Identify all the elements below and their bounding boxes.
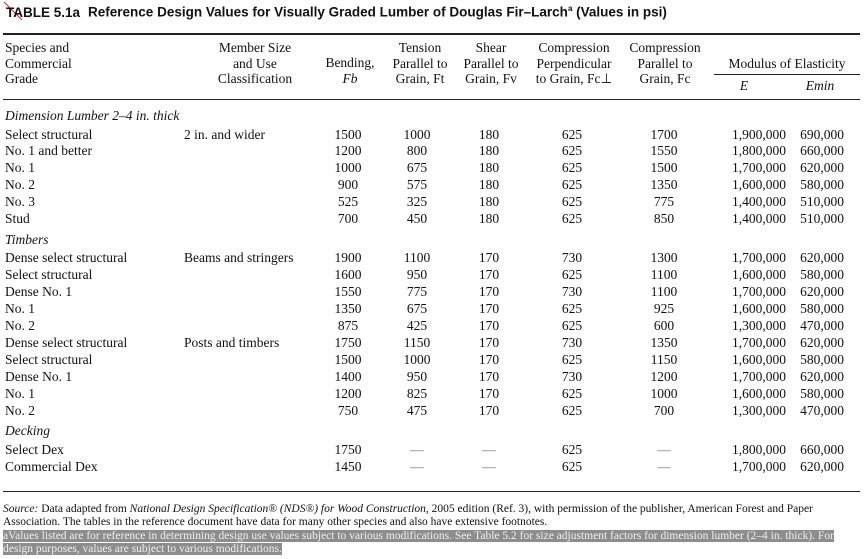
table-label: TABLE 5.1a	[6, 4, 81, 20]
table-row	[0, 143, 868, 160]
cell-comp-par: —	[657, 441, 671, 457]
cell-species: Dense select structural	[5, 250, 128, 266]
cell-comp-par: 1100	[650, 267, 678, 283]
cell-shear: 170	[478, 267, 500, 283]
table-row	[0, 250, 868, 267]
cell-tension: 800	[406, 143, 428, 159]
cell-emin: 470,000	[800, 402, 844, 418]
cell-e: 1,700,000	[732, 458, 786, 474]
cell-tension: 950	[406, 368, 428, 384]
cell-shear: 180	[478, 143, 500, 159]
cell-e: 1,300,000	[732, 318, 786, 333]
table-row	[0, 459, 868, 476]
cell-e: 1,700,000	[732, 284, 786, 300]
cell-tension: 325	[406, 194, 428, 210]
title-units: (Values in psi)	[576, 4, 667, 20]
table-row	[0, 352, 868, 369]
table-row	[0, 301, 868, 318]
cell-shear: 170	[478, 250, 500, 266]
modulus-rule	[714, 74, 860, 75]
cell-e: 1,600,000	[732, 177, 786, 193]
cell-emin: 620,000	[800, 458, 844, 474]
cell-tension: 675	[406, 160, 428, 176]
cell-shear: 170	[478, 385, 500, 401]
cell-bending: 1500	[334, 126, 362, 142]
cell-comp-perp: 625	[561, 301, 583, 317]
cell-bending: 1750	[334, 334, 362, 350]
cell-shear: 180	[478, 194, 500, 210]
cell-species: No. 1	[5, 301, 35, 317]
table-title-text: Reference Design Values for Visually Graded Lumber of Douglas Fir–Larch	[88, 4, 568, 20]
cell-tension: 450	[406, 211, 428, 226]
cell-shear: 170	[478, 284, 500, 300]
cell-bending: 1200	[334, 143, 362, 159]
cell-tension: 675	[406, 301, 428, 317]
cell-comp-perp: 625	[561, 458, 583, 474]
cell-shear: 170	[478, 368, 500, 384]
table-row	[0, 177, 868, 194]
cell-tension: 575	[406, 177, 428, 193]
cell-shear: 170	[478, 301, 500, 317]
cell-emin: 580,000	[800, 385, 844, 401]
cell-species: Stud	[5, 211, 30, 226]
cell-emin: 660,000	[800, 441, 844, 457]
cell-comp-par: 1150	[650, 351, 678, 367]
section-heading: Timbers	[5, 231, 49, 247]
cell-bending: 1550	[334, 284, 362, 300]
cell-e: 1,400,000	[732, 211, 786, 226]
cell-comp-par: 1350	[650, 334, 678, 350]
cell-bending: 1900	[334, 250, 362, 266]
cell-tension: 825	[406, 385, 428, 401]
cell-species: No. 2	[5, 402, 35, 418]
cell-bending: 875	[337, 318, 359, 333]
cell-comp-perp: 625	[561, 441, 583, 457]
cell-emin: 580,000	[800, 177, 844, 193]
cell-comp-perp: 730	[561, 334, 583, 350]
cell-emin: 510,000	[800, 194, 844, 210]
cell-comp-perp: 625	[561, 143, 583, 159]
footnote-a	[3, 530, 863, 556]
cell-tension: —	[410, 441, 424, 457]
cell-species: No. 2	[5, 318, 35, 333]
cell-emin: 620,000	[800, 160, 844, 176]
cell-comp-par: 1300	[650, 250, 678, 266]
cell-comp-par: 850	[653, 211, 675, 226]
cell-comp-perp: 730	[561, 250, 583, 266]
header-shear: Shear Parallel to Grain, Fv	[463, 40, 519, 86]
cell-e: 1,800,000	[732, 143, 786, 159]
cell-e: 1,700,000	[732, 334, 786, 350]
cell-species: Dense No. 1	[5, 368, 73, 384]
table-row	[0, 211, 868, 228]
cell-e: 1,800,000	[732, 441, 786, 457]
cell-species: No. 2	[5, 177, 35, 193]
cell-species: Dense No. 1	[5, 284, 73, 300]
footnote-a-text: aValues listed are for reference in determining design use values subject to various modifications. See Table 5.2 for size adjustment factors for dimension lumber (2–4 in. thick). For design purposes, values are subject to various modifications.	[3, 530, 834, 555]
cell-bending: 1600	[334, 267, 362, 283]
cell-comp-perp: 730	[561, 284, 583, 300]
cell-shear: 180	[478, 126, 500, 142]
cell-tension: 950	[406, 267, 428, 283]
source-book: National Design Specification® (NDS®) for Wood Construction	[129, 503, 426, 515]
cell-comp-par: 1700	[650, 126, 678, 142]
section-heading: Decking	[5, 423, 50, 439]
title-footnote-marker: a	[567, 4, 573, 13]
cell-e: 1,600,000	[732, 385, 786, 401]
source-note	[3, 503, 863, 529]
cell-tension: 1100	[403, 250, 431, 266]
cell-emin: 620,000	[800, 368, 844, 384]
table-row	[0, 369, 868, 386]
cell-emin: 620,000	[800, 250, 844, 266]
header-modulus: Modulus of Elasticity	[728, 56, 846, 71]
cell-e: 1,900,000	[732, 126, 786, 142]
cell-e: 1,600,000	[732, 351, 786, 367]
cell-species: Select structural	[5, 351, 93, 367]
table-row	[0, 267, 868, 284]
table-bottom-rule	[3, 491, 860, 492]
cell-bending: 700	[337, 211, 359, 226]
cell-emin: 510,000	[800, 211, 844, 226]
source-pre: Data adapted from	[41, 503, 127, 515]
cell-comp-perp: 625	[561, 126, 583, 142]
cell-shear: 180	[478, 177, 500, 193]
header-bending: Bending, Fb	[325, 55, 375, 86]
cell-bending: 1200	[334, 385, 362, 401]
cell-e: 1,700,000	[732, 160, 786, 176]
source-post: , 2005 edition (Ref. 3), with permission of the publisher, American Forest and Paper Association. The tables in the reference document have data for many other species and also have extensive footnotes.	[3, 503, 813, 528]
cell-bending: 750	[337, 402, 359, 418]
cell-bending: 1000	[334, 160, 362, 176]
cell-species: Select structural	[5, 126, 93, 142]
header-top-rule	[3, 33, 860, 35]
cell-comp-par: 1550	[650, 143, 678, 159]
cell-comp-perp: 625	[561, 402, 583, 418]
cell-emin: 470,000	[800, 318, 844, 333]
cell-shear: 170	[478, 318, 500, 333]
header-emin: Emin	[805, 78, 835, 93]
cell-shear: 170	[478, 402, 500, 418]
table-title	[6, 4, 667, 20]
cell-emin: 690,000	[800, 126, 844, 142]
cell-comp-par: 1350	[650, 177, 678, 193]
cell-emin: 620,000	[800, 284, 844, 300]
table-row	[0, 403, 868, 420]
cell-bending: 900	[337, 177, 359, 193]
cell-shear: —	[482, 458, 496, 474]
cell-comp-par: 600	[653, 318, 675, 333]
cell-shear: —	[482, 441, 496, 457]
header-e: E	[739, 78, 749, 93]
cell-shear: 180	[478, 160, 500, 176]
cell-comp-perp: 625	[561, 211, 583, 226]
cell-bending: 1450	[334, 458, 362, 474]
header-member: Member Size and Use Classification	[217, 40, 293, 86]
cell-shear: 170	[478, 351, 500, 367]
cell-comp-perp: 625	[561, 385, 583, 401]
cell-tension: 775	[406, 284, 428, 300]
cell-emin: 580,000	[800, 301, 844, 317]
cell-comp-par: 1000	[650, 385, 678, 401]
cell-comp-par: 1100	[650, 284, 678, 300]
header-tension: Tension Parallel to Grain, Ft	[392, 40, 448, 86]
cell-comp-perp: 625	[561, 351, 583, 367]
cell-comp-par: 1200	[650, 368, 678, 384]
cell-comp-perp: 625	[561, 318, 583, 333]
cell-bending: 1350	[334, 301, 362, 317]
cell-bending: 525	[337, 194, 359, 210]
cell-e: 1,300,000	[732, 402, 786, 418]
cell-shear: 180	[478, 211, 500, 226]
cell-species: No. 1	[5, 385, 35, 401]
cell-species: Select structural	[5, 267, 93, 283]
cell-member: Beams and stringers	[184, 250, 294, 266]
table-row	[0, 284, 868, 301]
cell-tension: 475	[406, 402, 428, 418]
cell-comp-par: —	[657, 458, 671, 474]
cell-comp-perp: 625	[561, 177, 583, 193]
cell-shear: 170	[478, 334, 500, 350]
cell-comp-par: 1500	[650, 160, 678, 176]
cell-comp-perp: 625	[561, 194, 583, 210]
table-row	[0, 318, 868, 335]
cell-bending: 1750	[334, 441, 362, 457]
cell-bending: 1400	[334, 368, 362, 384]
cell-comp-par: 775	[653, 194, 675, 210]
cell-e: 1,600,000	[732, 267, 786, 283]
table-row	[0, 442, 868, 459]
cell-tension: —	[410, 458, 424, 474]
cell-e: 1,700,000	[732, 250, 786, 266]
table-row	[0, 386, 868, 403]
cell-tension: 425	[406, 318, 428, 333]
cell-member: Posts and timbers	[184, 334, 280, 350]
table-row	[0, 194, 868, 211]
table-row	[0, 335, 868, 352]
header-comp-par: Compression Parallel to Grain, Fc	[629, 40, 701, 86]
cell-e: 1,700,000	[732, 368, 786, 384]
cell-emin: 580,000	[800, 351, 844, 367]
cell-tension: 1150	[403, 334, 431, 350]
cell-tension: 1000	[403, 126, 431, 142]
cell-emin: 620,000	[800, 334, 844, 350]
cell-emin: 660,000	[800, 143, 844, 159]
section-heading: Dimension Lumber 2–4 in. thick	[5, 108, 180, 123]
cell-e: 1,600,000	[732, 301, 786, 317]
cell-e: 1,400,000	[732, 194, 786, 210]
cell-comp-perp: 625	[561, 160, 583, 176]
cell-emin: 580,000	[800, 267, 844, 283]
cell-species: Dense select structural	[5, 334, 128, 350]
header-bottom-rule	[3, 99, 860, 100]
header-comp-perp: Compression Perpendicular to Grain, Fc⊥	[535, 40, 613, 86]
table-row	[0, 160, 868, 177]
cell-bending: 1500	[334, 351, 362, 367]
cell-comp-perp: 730	[561, 368, 583, 384]
cell-species: No. 3	[5, 194, 35, 210]
cell-species: No. 1	[5, 160, 35, 176]
cell-species: No. 1 and better	[5, 143, 92, 159]
source-label: Source:	[3, 503, 39, 515]
cell-comp-perp: 625	[561, 267, 583, 283]
cell-member: 2 in. and wider	[184, 126, 265, 142]
cell-species: Commercial Dex	[5, 458, 98, 474]
cell-comp-par: 925	[653, 301, 675, 317]
cell-comp-par: 700	[653, 402, 675, 418]
cell-species: Select Dex	[5, 441, 64, 457]
header-species: Species and Commercial Grade	[5, 40, 72, 86]
table-row	[0, 127, 868, 144]
cell-tension: 1000	[403, 351, 431, 367]
